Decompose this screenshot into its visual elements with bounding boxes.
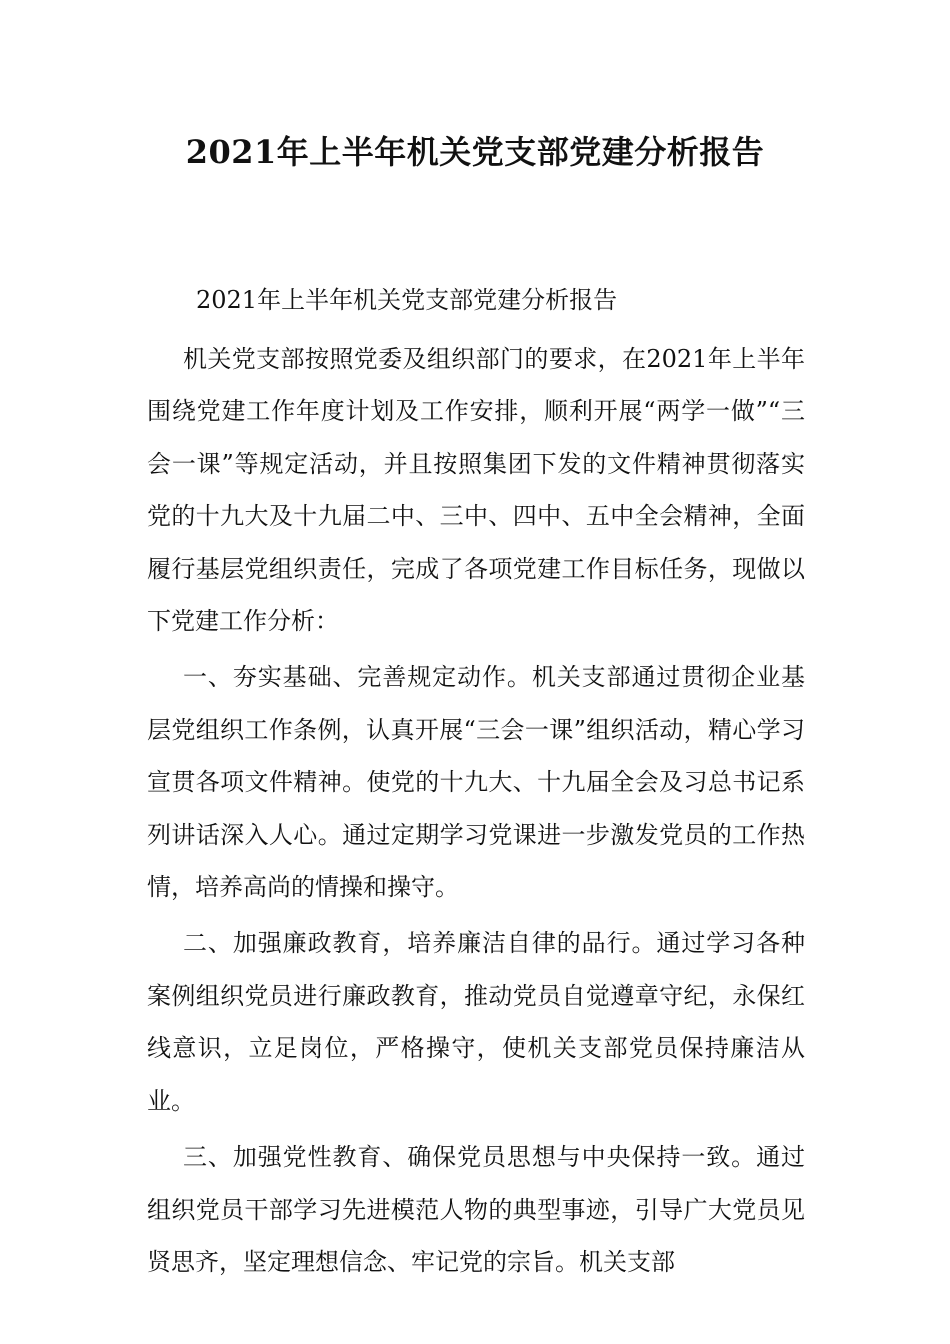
paragraph-section-2: 二、加强廉政教育，培养廉洁自律的品行。通过学习各种案例组织党员进行廉政教育，推动党员自觉遵章守纪，永保红线意识，立足岗位，严格操守，使机关支部党员保持廉洁从业。	[147, 929, 805, 1115]
document-title: 2021年上半年机关党支部党建分析报告	[185, 133, 765, 171]
paragraph-section-3: 三、加强党性教育、确保党员思想与中央保持一致。通过组织党员干部学习先进模范人物的典型事迹，引导广大党员见贤思齐，坚定理想信念、牢记党的宗旨。机关支部	[147, 1143, 805, 1276]
document-body	[147, 333, 805, 1288]
paragraph-section-1: 一、夯实基础、完善规定动作。机关支部通过贯彻企业基层党组织工作条例，认真开展“三会一课”组织活动，精心学习宣贯各项文件精神。使党的十九大、十九届全会及习总书记系列讲话深入人心。通过定期学习党课进一步激发党员的工作热情，培养高尚的情操和操守。	[147, 663, 805, 902]
document-subtitle: 2021年上半年机关党支部党建分析报告	[196, 286, 618, 314]
paragraph-intro: 机关党支部按照党委及组织部门的要求，在2021年上半年围绕党建工作年度计划及工作安排，顺利开展“两学一做”“三会一课”等规定活动，并且按照集团下发的文件精神贯彻落实党的十九大及十九届二中、三中、四中、五中全会精神，全面履行基层党组织责任，完成了各项党建工作目标任务，现做以下党建工作分析：	[147, 345, 805, 636]
